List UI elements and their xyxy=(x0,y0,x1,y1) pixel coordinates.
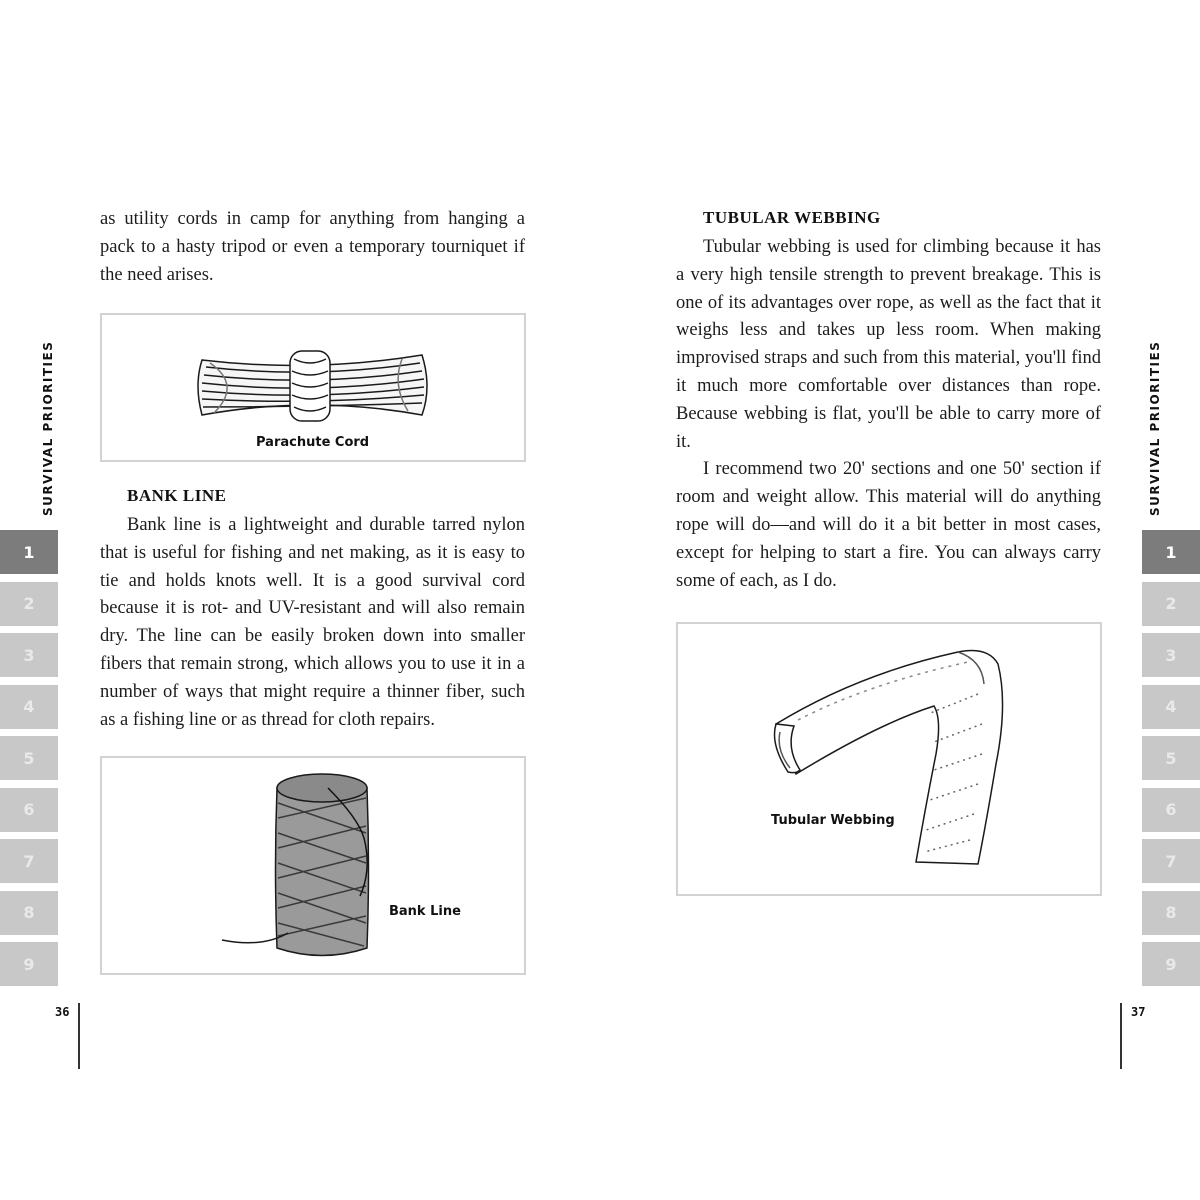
left-intro-text: as utility cords in camp for anything from hanging a pack to a hasty tripod or even a temporary tourniquet if the need arises. xyxy=(100,209,525,285)
tubular-webbing-text-1: Tubular webbing is used for climbing because it has a very high tensile strength to prevent breakage. This is one of its advantages over rope, as well as the fact that it weighs less and takes up less room. When making improvised straps and such from this material, you'll find it much more comfortable over distances than rope. Because webbing is flat, you'll be able to carry more of it. xyxy=(676,237,1101,452)
bank-line-paragraph xyxy=(100,512,525,734)
chapter-tab-2[interactable]: 2 xyxy=(1142,582,1200,626)
bank-line-heading: BANK LINE xyxy=(127,486,227,505)
tubular-webbing-figure xyxy=(676,622,1102,896)
right-chapter-tabs xyxy=(1142,530,1200,994)
chapter-tab-9[interactable]: 9 xyxy=(1142,942,1200,986)
chapter-tab-8[interactable]: 8 xyxy=(1142,891,1200,935)
chapter-tab-6[interactable]: 6 xyxy=(1142,788,1200,832)
chapter-tab-3[interactable]: 3 xyxy=(0,633,58,677)
chapter-tab-8[interactable]: 8 xyxy=(0,891,58,935)
parachute-cord-figure xyxy=(100,313,526,462)
left-side-title: SURVIVAL PRIORITIES xyxy=(41,340,55,516)
chapter-tab-5[interactable]: 5 xyxy=(0,736,58,780)
tubular-webbing-caption: Tubular Webbing xyxy=(771,813,895,828)
right-page-rule xyxy=(1120,1003,1122,1069)
chapter-tab-6[interactable]: 6 xyxy=(0,788,58,832)
chapter-tab-5[interactable]: 5 xyxy=(1142,736,1200,780)
chapter-tab-7[interactable]: 7 xyxy=(0,839,58,883)
chapter-tab-9[interactable]: 9 xyxy=(0,942,58,986)
bank-line-figure xyxy=(100,756,526,975)
right-side-title: SURVIVAL PRIORITIES xyxy=(1148,340,1162,516)
left-chapter-tabs xyxy=(0,530,58,994)
chapter-tab-2[interactable]: 2 xyxy=(0,582,58,626)
bank-line-text: Bank line is a lightweight and durable tarred nylon that is useful for fishing and net making, as it is easy to tie and holds knots well. It is a good survival cord because it is rot- and UV-resistant and will also remain dry. The line can be easily broken down into smaller fibers that remain strong, which allows you to use it in a number of ways that might require a thinner fiber, such as a fishing line or as thread for cloth repairs. xyxy=(100,515,525,730)
bank-line-spool-icon xyxy=(102,758,524,973)
chapter-tab-1[interactable]: 1 xyxy=(1142,530,1200,574)
chapter-tab-7[interactable]: 7 xyxy=(1142,839,1200,883)
right-page-number: 37 xyxy=(1131,1005,1146,1019)
chapter-tab-3[interactable]: 3 xyxy=(1142,633,1200,677)
tubular-webbing-heading: TUBULAR WEBBING xyxy=(703,208,881,227)
chapter-tab-4[interactable]: 4 xyxy=(1142,685,1200,729)
chapter-tab-4[interactable]: 4 xyxy=(0,685,58,729)
left-intro-paragraph xyxy=(100,206,525,289)
tubular-webbing-paragraphs xyxy=(676,234,1101,595)
parachute-cord-caption: Parachute Cord xyxy=(256,435,370,450)
tubular-webbing-text-2: I recommend two 20' sections and one 50' section if room and weight allow. This material will do anything rope will do—and will do it a bit better in most cases, except for helping to start a fire. You can always carry some of each, as I do. xyxy=(676,459,1101,591)
tubular-webbing-icon xyxy=(678,624,1100,894)
bank-line-caption: Bank Line xyxy=(389,904,461,919)
left-page-number: 36 xyxy=(55,1005,70,1019)
chapter-tab-1[interactable]: 1 xyxy=(0,530,58,574)
left-page-rule xyxy=(78,1003,80,1069)
